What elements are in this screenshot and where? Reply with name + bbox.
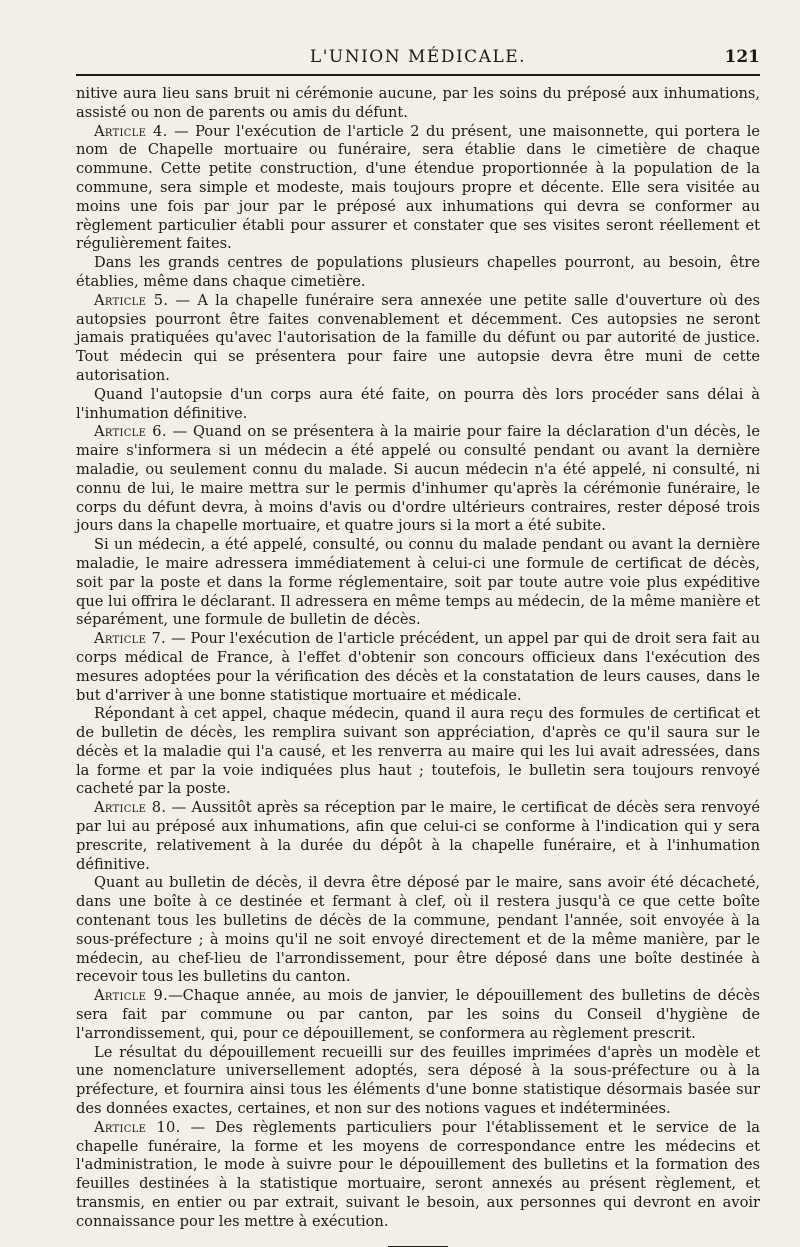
paragraph (76, 1119, 760, 1232)
closing-rule (388, 1246, 448, 1247)
paragraph (76, 874, 760, 987)
paragraph (76, 254, 760, 292)
paragraph (76, 1044, 760, 1119)
paragraph-text: Le résultat du dépouillement recueilli sur des feuilles imprimées d'après un modèle et une nomenclature universellement adoptés, sera déposé à la sous-préfecture ou à la préfecture, et fournira ainsi tous les éléments d'une bonne statistique désormais basée sur des données exactes, certaines, et non sur des notions vagues et indéterminées. (76, 1043, 760, 1118)
paragraph-text: — Quand on se présentera à la mairie pour faire la déclaration d'un décès, le maire s'informera si un médecin a été appelé ou consulté pendant ou avant la dernière maladie, ou seulement connu du malade. Si aucun médecin n'a été appelé, ni consulté, ni connu de lui, le maire mettra sur le permis d'inhumer qu'après la cérémonie funéraire, le corps du défunt devra, à moins d'avis ou d'ordre ultérieurs contraires, rester déposé trois jours dans la chapelle mortuaire, et quatre jours si la mort a été subite. (76, 423, 760, 535)
page-number: 121 (724, 47, 760, 67)
paragraph-text: Répondant à cet appel, chaque médecin, quand il aura reçu des formules de certificat et de bulletin de décès, les remplira suivant son appréciation, d'après ce qu'il saura sur le décès et la maladie qui l'a causé, et les renverra au maire qui les lui avait adressées, dans la forme et par la voie indiquées plus haut ; toutefois, le bulletin sera toujours renvoyé cacheté par la poste. (76, 705, 760, 798)
article-label: Article 9. (94, 987, 169, 1005)
paragraph-text: — Aussitôt après sa réception par le maire, le certificat de décès sera renvoyé par lui au préposé aux inhumations, afin que celui-ci se conforme à l'indication qui y sera prescrite, relativement à la durée du dépôt à la chapelle funéraire, et à l'inhumation définitive. (76, 799, 760, 873)
paragraph-text: —Chaque année, au mois de janvier, le dépouillement des bulletins de décès sera fait par commune ou par canton, par les soins du Conseil d'hygiène de l'arrondissement, qui, pour ce dépouillement, se conformera au règlement prescrit. (76, 987, 761, 1042)
paragraph (76, 423, 760, 536)
paragraph (76, 630, 760, 705)
paragraph-text: — Pour l'exécution de l'article 2 du présent, une maisonnette, qui portera le nom de Chapelle mortuaire ou funéraire, sera établie dans le cimetière de chaque commune. Cette petite construction, d'une étendue proportionnée à la population de la commune, sera simple et modeste, mais toujours propre et décente. Elle sera visitée au moins une fois par jour par le préposé aux inhumations qui devra se conformer au règlement particulier établi pour assurer et constater que ses visites seront réellement et régulièrement faites. (76, 122, 760, 253)
paragraph-text: nitive aura lieu sans bruit ni cérémonie aucune, par les soins du préposé aux inhumations, assisté ou non de parents ou amis du défunt. (76, 85, 760, 121)
article-label: Article 6. (94, 423, 167, 441)
running-title: L'UNION MÉDICALE. (309, 47, 527, 67)
page-header (76, 40, 760, 74)
header-rule (76, 74, 760, 76)
paragraph-text: — Pour l'exécution de l'article précédent, un appel par qui de droit sera fait au corps médical de France, à l'effet d'obtenir son concours officieux dans l'exécution des mesures adoptées pour la vérification des décès et la constatation de leurs causes, dans le but d'arriver à une bonne statistique mortuaire et médicale. (76, 630, 760, 704)
article-label: Article 8. (94, 799, 167, 817)
article-label: Article 7. (94, 630, 166, 648)
paragraph (76, 386, 760, 424)
paragraph (76, 292, 760, 386)
paragraph-text: Quand l'autopsie d'un corps aura été faite, on pourra dès lors procéder sans délai à l'inhumation définitive. (76, 385, 760, 422)
paragraph (76, 123, 760, 255)
paragraph-text: — Des règlements particuliers pour l'établissement et le service de la chapelle funéraire, la forme et les moyens de correspondance entre les médecins et l'administration, le mode à suivre pour le dépouillement des bulletins et la formation des feuilles destinées à la statistique mortuaire, seront annexés au présent règlement, et transmis, en entier ou par extrait, suivant le besoin, aux personnes qui devront en avoir connaissance pour les mettre à exécution. (76, 1118, 760, 1230)
article-label: Article 10. (94, 1118, 181, 1136)
paragraph (76, 799, 760, 874)
paragraph (76, 705, 760, 799)
article-label: Article 4. (94, 122, 168, 140)
paragraph (76, 85, 760, 123)
paragraph-text: Si un médecin, a été appelé, consulté, ou connu du malade pendant ou avant la dernière maladie, le maire adressera immédiatement à celui-ci une formule de certificat de décès, soit par la poste et dans la forme réglementaire, soit par toute autre voie plus expéditive que lui offrira le déclarant. Il adressera en même temps au médecin, de la même manière et séparément, une formule de bulletin de décès. (76, 536, 760, 629)
paragraph (76, 536, 760, 630)
article-label: Article 5. (94, 291, 169, 309)
paragraph-text: Quant au bulletin de décès, il devra être déposé par le maire, sans avoir été décacheté, dans une boîte à ce destinée et fermant à clef, où il restera jusqu'à ce que cette boîte contenant tous les bulletins de décès de la commune, pendant l'année, soit envoyée à la sous-préfecture ; à moins qu'il ne soit envoyé directement et de la même manière, par le médecin, au chef-lieu de l'arrondissement, pour être déposé dans une boîte destinée à recevoir tous les bulletins du canton. (76, 874, 760, 986)
body-text (76, 85, 760, 1232)
paragraph-text: — A la chapelle funéraire sera annexée une petite salle d'ouverture où des autopsies pourront être faites convenablement et décemment. Ces autopsies ne seront jamais pratiquées qu'avec l'autorisation de la famille du défunt ou par autorité de justice. Tout médecin qui se présentera pour faire une autopsie devra être muni de cette autorisation. (76, 291, 760, 384)
paragraph (76, 987, 760, 1043)
paragraph-text: Dans les grands centres de populations plusieurs chapelles pourront, au besoin, être établies, même dans chaque cimetière. (76, 254, 760, 290)
